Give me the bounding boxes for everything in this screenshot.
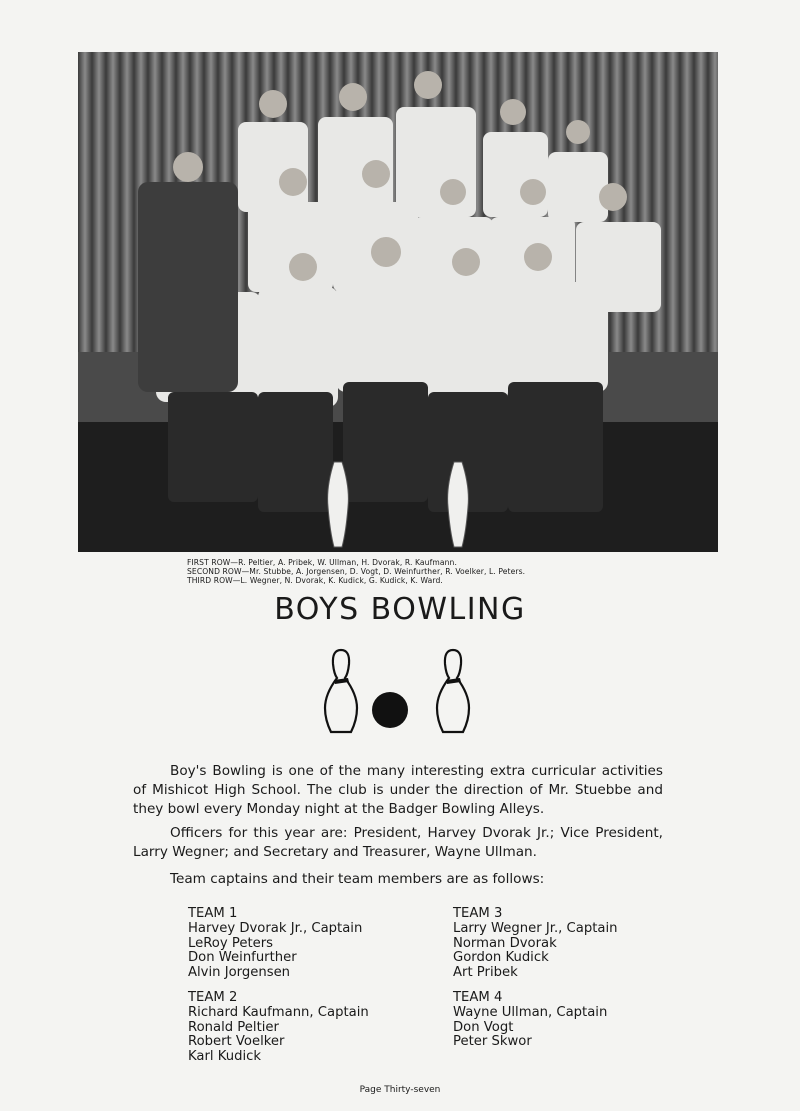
team-group-photo xyxy=(78,52,718,552)
intro-paragraph: Boy's Bowling is one of the many interesting extra curricular activities of Mishicot High School. The club is under the direction of Mr. Stuebbe and they bowl every Monday night at the Badger Bowling Alleys. xyxy=(133,763,663,817)
team-heading: TEAM 2 xyxy=(188,990,238,1005)
team-heading: TEAM 1 xyxy=(188,906,238,921)
team-member: Gordon Kudick xyxy=(453,950,549,966)
team-2-list xyxy=(188,991,369,1065)
caption-first-row: FIRST ROW—R. Peltier, A. Pribek, W. Ullman, H. Dvorak, R. Kaufmann. xyxy=(187,558,457,567)
team-member: Robert Voelker xyxy=(188,1034,285,1050)
team-1-list xyxy=(188,907,362,981)
team-member: Norman Dvorak xyxy=(453,935,557,951)
team-member: LeRoy Peters xyxy=(188,935,274,951)
officers-paragraph: Officers for this year are: President, Harvey Dvorak Jr.; Vice President, Larry Wegner; and Secretary and Treasurer, Wayne Ullman. xyxy=(133,825,663,860)
caption-third-row: THIRD ROW—L. Wegner, N. Dvorak, K. Kudick, G. Kudick, K. Ward. xyxy=(187,576,443,585)
team-member: Richard Kaufmann, Captain xyxy=(188,1004,369,1020)
teams-intro: Team captains and their team members are as follows: xyxy=(170,871,545,887)
team-member: Ronald Peltier xyxy=(188,1019,279,1035)
team-4-list xyxy=(453,991,607,1050)
team-member: Larry Wegner Jr., Captain xyxy=(453,920,618,936)
team-heading: TEAM 3 xyxy=(453,906,503,921)
team-member: Harvey Dvorak Jr., Captain xyxy=(188,920,363,936)
team-3-list xyxy=(453,907,617,981)
photo-caption xyxy=(187,558,687,585)
page-title: BOYS BOWLING xyxy=(274,592,526,627)
team-member: Don Weinfurther xyxy=(188,950,297,966)
team-member: Karl Kudick xyxy=(188,1049,262,1065)
group-photo-icon xyxy=(78,52,718,552)
team-member: Don Vogt xyxy=(453,1019,514,1035)
team-member: Wayne Ullman, Captain xyxy=(453,1004,608,1020)
team-member: Alvin Jorgensen xyxy=(188,965,291,981)
team-member: Peter Skwor xyxy=(453,1034,532,1050)
team-heading: TEAM 4 xyxy=(453,990,503,1005)
bowling-pins-and-ball-icon xyxy=(318,644,478,734)
team-member: Art Pribek xyxy=(453,965,518,981)
caption-second-row: SECOND ROW—Mr. Stubbe, A. Jorgensen, D. Vogt, D. Weinfurther, R. Voelker, L. Peters. xyxy=(187,567,526,576)
page-number: Page Thirty-seven xyxy=(359,1085,441,1095)
